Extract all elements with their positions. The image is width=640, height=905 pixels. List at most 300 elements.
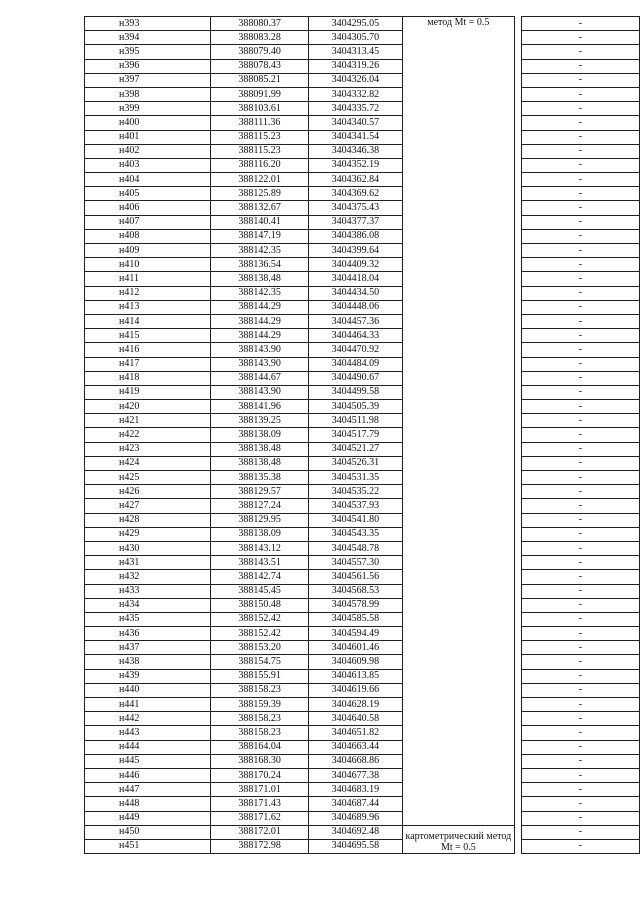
table-row [85,612,640,626]
table-row [85,73,640,87]
accuracy-cell: - [521,102,639,116]
x-coordinate-cell: 388115.23 [211,144,309,158]
y-coordinate-cell: 3404594.49 [308,627,402,641]
point-name-cell: н419 [85,385,211,399]
column-gap [514,215,521,229]
column-gap [514,385,521,399]
point-name-cell: н424 [85,456,211,470]
y-coordinate-cell: 3404377.37 [308,215,402,229]
column-gap [514,541,521,555]
y-coordinate-cell: 3404386.08 [308,229,402,243]
point-name-cell: н404 [85,173,211,187]
accuracy-cell: - [521,726,639,740]
y-coordinate-cell: 3404695.58 [308,839,402,853]
accuracy-cell: - [521,45,639,59]
y-coordinate-cell: 3404434.50 [308,286,402,300]
table-row [85,87,640,101]
y-coordinate-cell: 3404613.85 [308,669,402,683]
column-gap [514,343,521,357]
accuracy-cell: - [521,471,639,485]
table-row [85,499,640,513]
table-row [85,31,640,45]
point-name-cell: н445 [85,754,211,768]
x-coordinate-cell: 388080.37 [211,17,309,31]
point-name-cell: н401 [85,130,211,144]
table-row [85,343,640,357]
y-coordinate-cell: 3404619.66 [308,683,402,697]
accuracy-cell: - [521,272,639,286]
table-row [85,839,640,853]
accuracy-cell: - [521,229,639,243]
point-name-cell: н451 [85,839,211,853]
table-row [85,584,640,598]
x-coordinate-cell: 388159.39 [211,698,309,712]
point-name-cell: н394 [85,31,211,45]
point-name-cell: н423 [85,442,211,456]
column-gap [514,754,521,768]
column-gap [514,584,521,598]
y-coordinate-cell: 3404511.98 [308,414,402,428]
coordinates-sheet [84,16,640,854]
y-coordinate-cell: 3404628.19 [308,698,402,712]
x-coordinate-cell: 388172.98 [211,839,309,853]
y-coordinate-cell: 3404464.33 [308,329,402,343]
y-coordinate-cell: 3404543.35 [308,527,402,541]
accuracy-cell: - [521,73,639,87]
table-row [85,144,640,158]
point-name-cell: н407 [85,215,211,229]
y-coordinate-cell: 3404687.44 [308,797,402,811]
y-coordinate-cell: 3404585.58 [308,612,402,626]
point-name-cell: н430 [85,541,211,555]
column-gap [514,768,521,782]
point-name-cell: н433 [85,584,211,598]
x-coordinate-cell: 388138.09 [211,527,309,541]
y-coordinate-cell: 3404470.92 [308,343,402,357]
point-name-cell: н438 [85,655,211,669]
accuracy-cell: - [521,201,639,215]
table-row [85,627,640,641]
column-gap [514,414,521,428]
x-coordinate-cell: 388103.61 [211,102,309,116]
table-row [85,314,640,328]
table-row [85,244,640,258]
x-coordinate-cell: 388129.57 [211,485,309,499]
point-name-cell: н425 [85,471,211,485]
y-coordinate-cell: 3404651.82 [308,726,402,740]
accuracy-cell: - [521,286,639,300]
accuracy-cell: - [521,244,639,258]
accuracy-cell: - [521,839,639,853]
point-name-cell: н398 [85,87,211,101]
point-name-cell: н446 [85,768,211,782]
y-coordinate-cell: 3404369.62 [308,187,402,201]
accuracy-cell: - [521,754,639,768]
column-gap [514,527,521,541]
point-name-cell: н416 [85,343,211,357]
table-row [85,527,640,541]
accuracy-cell: - [521,17,639,31]
table-row [85,456,640,470]
table-row [85,45,640,59]
column-gap [514,17,521,31]
column-gap [514,839,521,853]
y-coordinate-cell: 3404341.54 [308,130,402,144]
column-gap [514,314,521,328]
x-coordinate-cell: 388158.23 [211,712,309,726]
column-gap [514,669,521,683]
y-coordinate-cell: 3404362.84 [308,173,402,187]
column-gap [514,357,521,371]
y-coordinate-cell: 3404541.80 [308,513,402,527]
accuracy-cell: - [521,570,639,584]
accuracy-cell: - [521,442,639,456]
table-row [85,428,640,442]
column-gap [514,556,521,570]
point-name-cell: н441 [85,698,211,712]
x-coordinate-cell: 388139.25 [211,414,309,428]
column-gap [514,300,521,314]
table-row [85,158,640,172]
accuracy-cell: - [521,300,639,314]
accuracy-cell: - [521,712,639,726]
x-coordinate-cell: 388083.28 [211,31,309,45]
column-gap [514,286,521,300]
point-name-cell: н447 [85,783,211,797]
point-name-cell: н410 [85,258,211,272]
accuracy-cell: - [521,612,639,626]
column-gap [514,641,521,655]
point-name-cell: н440 [85,683,211,697]
x-coordinate-cell: 388138.48 [211,456,309,470]
table-row [85,130,640,144]
table-row [85,768,640,782]
x-coordinate-cell: 388152.42 [211,627,309,641]
table-row [85,173,640,187]
point-name-cell: н439 [85,669,211,683]
x-coordinate-cell: 388129.95 [211,513,309,527]
y-coordinate-cell: 3404640.58 [308,712,402,726]
point-name-cell: н405 [85,187,211,201]
accuracy-cell: - [521,385,639,399]
column-gap [514,329,521,343]
column-gap [514,442,521,456]
point-name-cell: н427 [85,499,211,513]
point-name-cell: н400 [85,116,211,130]
accuracy-cell: - [521,527,639,541]
y-coordinate-cell: 3404335.72 [308,102,402,116]
table-row [85,485,640,499]
accuracy-cell: - [521,59,639,73]
accuracy-cell: - [521,400,639,414]
point-name-cell: н414 [85,314,211,328]
column-gap [514,627,521,641]
y-coordinate-cell: 3404609.98 [308,655,402,669]
column-gap [514,31,521,45]
y-coordinate-cell: 3404313.45 [308,45,402,59]
table-row [85,556,640,570]
accuracy-cell: - [521,173,639,187]
method-cell-top: метод Mt = 0.5 [402,17,514,826]
point-name-cell: н399 [85,102,211,116]
x-coordinate-cell: 388143.90 [211,343,309,357]
table-row [85,357,640,371]
accuracy-cell: - [521,584,639,598]
table-row [85,385,640,399]
x-coordinate-cell: 388136.54 [211,258,309,272]
accuracy-cell: - [521,31,639,45]
column-gap [514,471,521,485]
column-gap [514,173,521,187]
x-coordinate-cell: 388116.20 [211,158,309,172]
method-cell-bottom: картометрический метод Mt = 0.5 [402,825,514,853]
x-coordinate-cell: 388132.67 [211,201,309,215]
point-name-cell: н436 [85,627,211,641]
x-coordinate-cell: 388158.23 [211,726,309,740]
column-gap [514,244,521,258]
column-gap [514,229,521,243]
y-coordinate-cell: 3404319.26 [308,59,402,73]
y-coordinate-cell: 3404578.99 [308,598,402,612]
y-coordinate-cell: 3404448.06 [308,300,402,314]
x-coordinate-cell: 388142.35 [211,286,309,300]
point-name-cell: н429 [85,527,211,541]
x-coordinate-cell: 388145.45 [211,584,309,598]
x-coordinate-cell: 388147.19 [211,229,309,243]
column-gap [514,258,521,272]
table-row [85,541,640,555]
table-row [85,570,640,584]
x-coordinate-cell: 388172.01 [211,825,309,839]
x-coordinate-cell: 388171.43 [211,797,309,811]
y-coordinate-cell: 3404526.31 [308,456,402,470]
point-name-cell: н403 [85,158,211,172]
x-coordinate-cell: 388142.35 [211,244,309,258]
x-coordinate-cell: 388144.29 [211,314,309,328]
accuracy-cell: - [521,740,639,754]
y-coordinate-cell: 3404340.57 [308,116,402,130]
x-coordinate-cell: 388111.36 [211,116,309,130]
y-coordinate-cell: 3404557.30 [308,556,402,570]
y-coordinate-cell: 3404490.67 [308,371,402,385]
x-coordinate-cell: 388154.75 [211,655,309,669]
y-coordinate-cell: 3404375.43 [308,201,402,215]
column-gap [514,45,521,59]
point-name-cell: н444 [85,740,211,754]
x-coordinate-cell: 388078.43 [211,59,309,73]
table-row [85,229,640,243]
column-gap [514,740,521,754]
column-gap [514,726,521,740]
x-coordinate-cell: 388152.42 [211,612,309,626]
x-coordinate-cell: 388170.24 [211,768,309,782]
accuracy-cell: - [521,669,639,683]
table-row [85,442,640,456]
y-coordinate-cell: 3404601.46 [308,641,402,655]
x-coordinate-cell: 388155.91 [211,669,309,683]
accuracy-cell: - [521,343,639,357]
column-gap [514,598,521,612]
point-name-cell: н417 [85,357,211,371]
point-name-cell: н435 [85,612,211,626]
table-row [85,783,640,797]
x-coordinate-cell: 388143.51 [211,556,309,570]
column-gap [514,158,521,172]
y-coordinate-cell: 3404692.48 [308,825,402,839]
accuracy-cell: - [521,811,639,825]
table-row [85,683,640,697]
x-coordinate-cell: 388122.01 [211,173,309,187]
y-coordinate-cell: 3404537.93 [308,499,402,513]
accuracy-cell: - [521,541,639,555]
accuracy-cell: - [521,825,639,839]
y-coordinate-cell: 3404531.35 [308,471,402,485]
accuracy-cell: - [521,144,639,158]
table-row [85,471,640,485]
y-coordinate-cell: 3404505.39 [308,400,402,414]
table-row [85,102,640,116]
x-coordinate-cell: 388125.89 [211,187,309,201]
column-gap [514,201,521,215]
y-coordinate-cell: 3404399.64 [308,244,402,258]
accuracy-cell: - [521,371,639,385]
table-row [85,215,640,229]
column-gap [514,102,521,116]
table-row [85,698,640,712]
x-coordinate-cell: 388153.20 [211,641,309,655]
table-row [85,17,640,31]
x-coordinate-cell: 388171.62 [211,811,309,825]
accuracy-cell: - [521,357,639,371]
column-gap [514,87,521,101]
x-coordinate-cell: 388140.41 [211,215,309,229]
column-gap [514,428,521,442]
y-coordinate-cell: 3404521.27 [308,442,402,456]
column-gap [514,130,521,144]
y-coordinate-cell: 3404689.96 [308,811,402,825]
x-coordinate-cell: 388138.48 [211,442,309,456]
accuracy-cell: - [521,655,639,669]
table-row [85,258,640,272]
x-coordinate-cell: 388127.24 [211,499,309,513]
point-name-cell: н396 [85,59,211,73]
y-coordinate-cell: 3404548.78 [308,541,402,555]
accuracy-cell: - [521,414,639,428]
y-coordinate-cell: 3404326.04 [308,73,402,87]
y-coordinate-cell: 3404568.53 [308,584,402,598]
x-coordinate-cell: 388143.90 [211,357,309,371]
column-gap [514,187,521,201]
accuracy-cell: - [521,598,639,612]
accuracy-cell: - [521,797,639,811]
x-coordinate-cell: 388135.38 [211,471,309,485]
column-gap [514,59,521,73]
point-name-cell: н422 [85,428,211,442]
column-gap [514,683,521,697]
accuracy-cell: - [521,456,639,470]
table-row [85,811,640,825]
accuracy-cell: - [521,428,639,442]
point-name-cell: н428 [85,513,211,527]
table-row [85,641,640,655]
point-name-cell: н393 [85,17,211,31]
accuracy-cell: - [521,556,639,570]
accuracy-cell: - [521,783,639,797]
table-row [85,59,640,73]
accuracy-cell: - [521,513,639,527]
column-gap [514,797,521,811]
column-gap [514,485,521,499]
x-coordinate-cell: 388142.74 [211,570,309,584]
y-coordinate-cell: 3404561.56 [308,570,402,584]
point-name-cell: н412 [85,286,211,300]
x-coordinate-cell: 388085.21 [211,73,309,87]
table-row [85,371,640,385]
point-name-cell: н415 [85,329,211,343]
x-coordinate-cell: 388150.48 [211,598,309,612]
coordinates-table [84,16,640,854]
table-row [85,712,640,726]
y-coordinate-cell: 3404484.09 [308,357,402,371]
table-row [85,754,640,768]
column-gap [514,811,521,825]
x-coordinate-cell: 388143.12 [211,541,309,555]
column-gap [514,655,521,669]
y-coordinate-cell: 3404332.82 [308,87,402,101]
table-row [85,329,640,343]
y-coordinate-cell: 3404535.22 [308,485,402,499]
column-gap [514,712,521,726]
table-row [85,201,640,215]
y-coordinate-cell: 3404295.05 [308,17,402,31]
point-name-cell: н449 [85,811,211,825]
point-name-cell: н395 [85,45,211,59]
point-name-cell: н397 [85,73,211,87]
column-gap [514,456,521,470]
x-coordinate-cell: 388091.99 [211,87,309,101]
accuracy-cell: - [521,683,639,697]
y-coordinate-cell: 3404668.86 [308,754,402,768]
y-coordinate-cell: 3404457.36 [308,314,402,328]
y-coordinate-cell: 3404517.79 [308,428,402,442]
table-row [85,825,640,839]
table-row [85,598,640,612]
accuracy-cell: - [521,698,639,712]
y-coordinate-cell: 3404409.32 [308,258,402,272]
y-coordinate-cell: 3404677.38 [308,768,402,782]
table-row [85,187,640,201]
y-coordinate-cell: 3404663.44 [308,740,402,754]
column-gap [514,612,521,626]
column-gap [514,499,521,513]
column-gap [514,783,521,797]
x-coordinate-cell: 388171.01 [211,783,309,797]
x-coordinate-cell: 388138.09 [211,428,309,442]
accuracy-cell: - [521,130,639,144]
point-name-cell: н406 [85,201,211,215]
table-row [85,740,640,754]
coordinates-table-body [85,17,640,854]
accuracy-cell: - [521,87,639,101]
point-name-cell: н418 [85,371,211,385]
accuracy-cell: - [521,116,639,130]
table-row [85,116,640,130]
accuracy-cell: - [521,768,639,782]
accuracy-cell: - [521,329,639,343]
x-coordinate-cell: 388158.23 [211,683,309,697]
table-row [85,272,640,286]
column-gap [514,116,521,130]
